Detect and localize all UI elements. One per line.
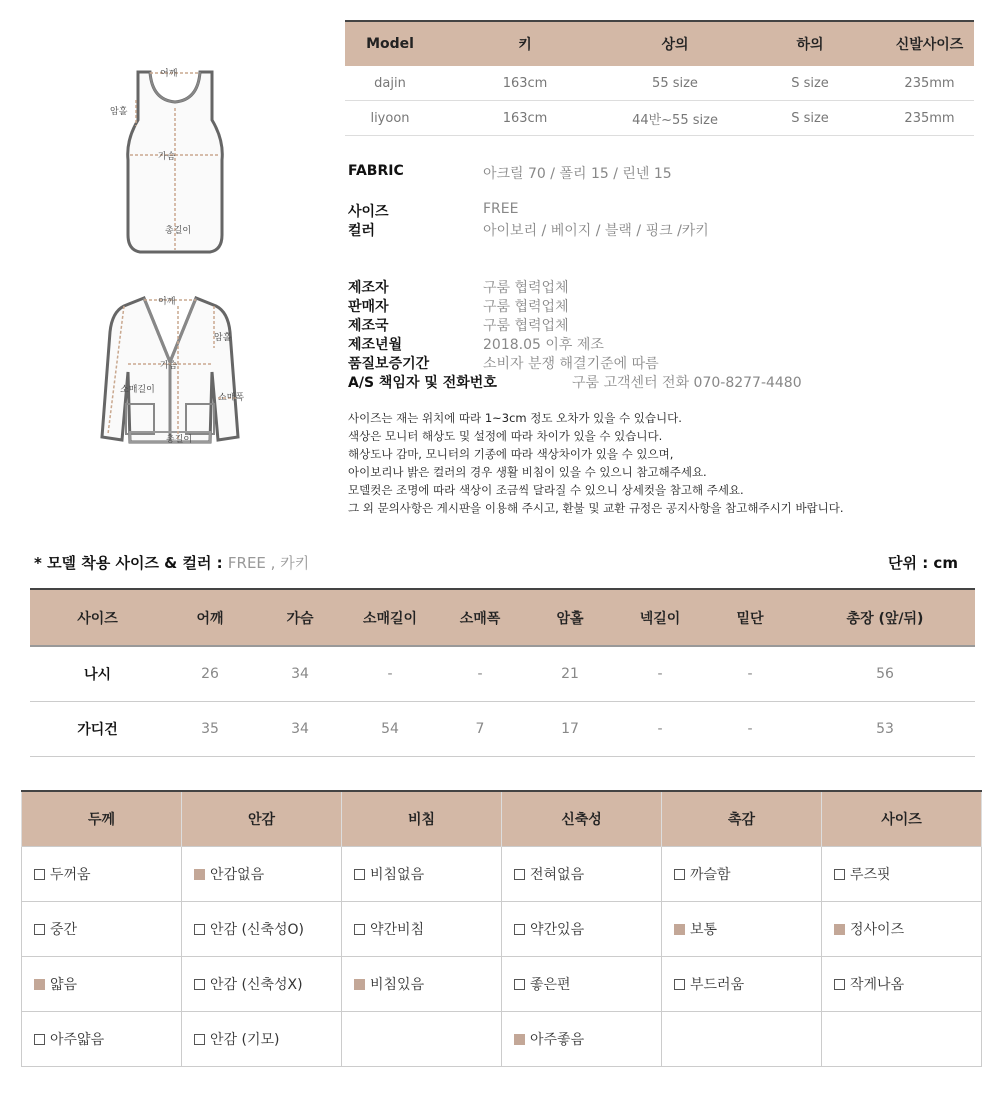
checkbox-unchecked (834, 979, 845, 990)
checkbox-unchecked (34, 924, 45, 935)
checkbox-checked (674, 924, 685, 935)
neck-col-header: 넥길이 (615, 589, 705, 646)
country-key: 제조국 (348, 318, 389, 334)
as-value: 구룸 고객센터 전화 070-8277-4480 (572, 375, 802, 391)
table-row (22, 902, 982, 957)
model-height: 163cm (435, 66, 615, 101)
feature-cell (662, 847, 822, 902)
feature-cell (342, 957, 502, 1012)
cardigan-label-armhole: 암홀 (214, 333, 232, 343)
feature-option-label: 두꺼움 (50, 867, 91, 883)
model-fit-heading (34, 552, 309, 573)
note-line: 모델컷은 조명에 따라 색상이 조금씩 달라질 수 있으니 상세컷을 참고해 주세요. (348, 483, 744, 497)
warranty-key: 품질보증기간 (348, 356, 430, 372)
feature-cell (662, 902, 822, 957)
cardigan-label-sleeve-length: 소매길이 (120, 385, 155, 395)
cardigan-label-shoulder: 어깨 (158, 297, 176, 307)
size-cell: 7 (435, 702, 525, 757)
date-value: 2018.05 이후 제조 (483, 337, 604, 353)
feature-option-label: 까슬함 (690, 867, 731, 883)
feature-cell (342, 1012, 502, 1067)
model-shoe: 235mm (885, 66, 974, 101)
feature-option-label: 부드러움 (690, 977, 745, 993)
feature-cell (502, 957, 662, 1012)
checkbox-unchecked (354, 924, 365, 935)
note-line: 해상도나 감마, 모니터의 기종에 따라 색상차이가 있을 수 있으며, (348, 447, 674, 461)
checkbox-unchecked (194, 924, 205, 935)
size-cell: - (705, 646, 795, 702)
feature-cell (22, 847, 182, 902)
feature-cell (822, 847, 982, 902)
length-col-header: 총장 (앞/뒤) (795, 589, 975, 646)
maker-key: 제조자 (348, 280, 389, 296)
note-line: 그 외 문의사항은 게시판을 이용해 주시고, 환불 및 교환 규정은 공지사항을 참고해주시기 바랍니다. (348, 501, 844, 515)
feature-cell (182, 847, 342, 902)
size-cell: - (435, 646, 525, 702)
model-fit-label: * 모델 착용 사이즈 & 컬러 : (34, 554, 223, 572)
fabric-key: FABRIC (348, 163, 404, 179)
checkbox-unchecked (194, 1034, 205, 1045)
feature-cell (182, 902, 342, 957)
thickness-header: 두께 (22, 791, 182, 847)
checkbox-checked (354, 979, 365, 990)
lining-header: 안감 (182, 791, 342, 847)
feature-cell (22, 957, 182, 1012)
size-cell: 56 (795, 646, 975, 702)
size-cell: 54 (345, 702, 435, 757)
size-cell: 53 (795, 702, 975, 757)
feature-cell (22, 902, 182, 957)
seller-value: 구룸 협력업체 (483, 299, 569, 315)
feature-cell (662, 1012, 822, 1067)
checkbox-unchecked (514, 869, 525, 880)
checkbox-unchecked (514, 979, 525, 990)
checkbox-unchecked (834, 869, 845, 880)
feature-cell (342, 847, 502, 902)
fabric-value: 아크릴 70 / 폴리 15 / 린넨 15 (483, 166, 672, 182)
feature-option-label: 좋은편 (530, 977, 571, 993)
size-cell: - (615, 646, 705, 702)
feature-option-label: 안감 (신축성X) (210, 977, 303, 993)
feature-option-label: 정사이즈 (850, 922, 905, 938)
model-shoe: 235mm (885, 101, 974, 136)
tank-label-armhole: 암홀 (110, 107, 128, 117)
size-cell: - (345, 646, 435, 702)
feature-option-label: 아주얇음 (50, 1032, 105, 1048)
size-cell: 34 (255, 646, 345, 702)
note-line: 색상은 모니터 해상도 및 설정에 따라 차이가 있을 수 있습니다. (348, 429, 663, 443)
model-bottom: S size (735, 101, 885, 136)
checkbox-unchecked (34, 869, 45, 880)
table-row (30, 646, 975, 702)
sleeve-length-col-header: 소매길이 (345, 589, 435, 646)
feature-option-label: 전혀없음 (530, 867, 585, 883)
feature-cell (822, 1012, 982, 1067)
checkbox-checked (834, 924, 845, 935)
feature-option-label: 작게나옴 (850, 977, 905, 993)
size-col-header: 사이즈 (30, 589, 165, 646)
color-key: 컬러 (348, 223, 376, 239)
feature-cell (822, 902, 982, 957)
shoe-header: 신발사이즈 (885, 21, 974, 66)
feature-cell (502, 847, 662, 902)
armhole-col-header: 암홀 (525, 589, 615, 646)
feature-option-label: 약간비침 (370, 922, 425, 938)
tank-label-chest: 가슴 (158, 152, 176, 162)
size-value: FREE (483, 201, 519, 217)
size-row-label: 가디건 (30, 702, 165, 757)
feature-option-label: 비침있음 (370, 977, 425, 993)
bottom-header: 하의 (735, 21, 885, 66)
sheerness-header: 비침 (342, 791, 502, 847)
shoulder-col-header: 어깨 (165, 589, 255, 646)
table-row (345, 66, 974, 101)
table-row (22, 1012, 982, 1067)
size-cell: 26 (165, 646, 255, 702)
feature-option-label: 약간있음 (530, 922, 585, 938)
size-key: 사이즈 (348, 204, 389, 220)
feature-option-label: 안감 (기모) (210, 1032, 280, 1048)
cardigan-label-sleeve-width: 소매폭 (218, 393, 245, 403)
model-header: Model (345, 21, 435, 66)
texture-header: 촉감 (662, 791, 822, 847)
size-cell: 35 (165, 702, 255, 757)
model-height: 163cm (435, 101, 615, 136)
top-header: 상의 (615, 21, 735, 66)
feature-cell (182, 957, 342, 1012)
chest-col-header: 가슴 (255, 589, 345, 646)
feature-option-label: 보통 (690, 922, 718, 938)
feature-cell (182, 1012, 342, 1067)
checkbox-unchecked (674, 979, 685, 990)
checkbox-unchecked (514, 924, 525, 935)
table-row (22, 847, 982, 902)
table-row (30, 702, 975, 757)
size-cell: - (705, 702, 795, 757)
feature-cell (22, 1012, 182, 1067)
tank-label-length: 총길이 (165, 226, 192, 236)
feature-option-label: 비침없음 (370, 867, 425, 883)
checkbox-unchecked (194, 979, 205, 990)
color-value: 아이보리 / 베이지 / 블랙 / 핑크 /카키 (483, 223, 709, 239)
size-row-label: 나시 (30, 646, 165, 702)
feature-table (21, 790, 982, 1067)
maker-value: 구룸 협력업체 (483, 280, 569, 296)
fit-header: 사이즈 (822, 791, 982, 847)
checkbox-checked (34, 979, 45, 990)
date-key: 제조년월 (348, 337, 403, 353)
model-top: 44반~55 size (615, 101, 735, 136)
feature-option-label: 안감 (신축성O) (210, 922, 305, 938)
note-line: 사이즈는 재는 위치에 따라 1~3cm 정도 오차가 있을 수 있습니다. (348, 411, 682, 425)
size-cell: 17 (525, 702, 615, 757)
checkbox-checked (194, 869, 205, 880)
model-fit-value: FREE , 카키 (227, 554, 310, 572)
warranty-value: 소비자 분쟁 해결기준에 따름 (483, 356, 659, 372)
feature-cell (502, 902, 662, 957)
tank-label-shoulder: 어깨 (160, 69, 178, 79)
note-line: 아이보리나 밝은 컬러의 경우 생활 비침이 있을 수 있으니 참고해주세요. (348, 465, 707, 479)
feature-option-label: 루즈핏 (850, 867, 891, 883)
model-bottom: S size (735, 66, 885, 101)
country-value: 구룸 협력업체 (483, 318, 569, 334)
cardigan-label-length: 총길이 (166, 435, 193, 445)
model-table (345, 20, 974, 136)
feature-cell (822, 957, 982, 1012)
checkbox-unchecked (674, 869, 685, 880)
unit-label: 단위 : cm (888, 554, 958, 572)
size-cell: 34 (255, 702, 345, 757)
as-key: A/S 책임자 및 전화번호 (348, 375, 497, 391)
feature-option-label: 얇음 (50, 977, 78, 993)
checkbox-unchecked (354, 869, 365, 880)
feature-option-label: 중간 (50, 922, 78, 938)
checkbox-unchecked (34, 1034, 45, 1045)
checkbox-checked (514, 1034, 525, 1045)
sleeve-width-col-header: 소매폭 (435, 589, 525, 646)
tank-top-illustration (110, 60, 230, 260)
feature-cell (662, 957, 822, 1012)
table-row (22, 957, 982, 1012)
table-row (345, 101, 974, 136)
seller-key: 판매자 (348, 299, 389, 315)
size-cell: - (615, 702, 705, 757)
cardigan-illustration (96, 292, 246, 458)
model-top: 55 size (615, 66, 735, 101)
model-name: liyoon (345, 101, 435, 136)
feature-cell (342, 902, 502, 957)
feature-option-label: 아주좋음 (530, 1032, 585, 1048)
size-table (30, 588, 975, 757)
hem-col-header: 밑단 (705, 589, 795, 646)
feature-cell (502, 1012, 662, 1067)
height-header: 키 (435, 21, 615, 66)
model-name: dajin (345, 66, 435, 101)
size-cell: 21 (525, 646, 615, 702)
stretch-header: 신축성 (502, 791, 662, 847)
cardigan-label-chest: 가슴 (160, 361, 178, 371)
feature-option-label: 안감없음 (210, 867, 265, 883)
